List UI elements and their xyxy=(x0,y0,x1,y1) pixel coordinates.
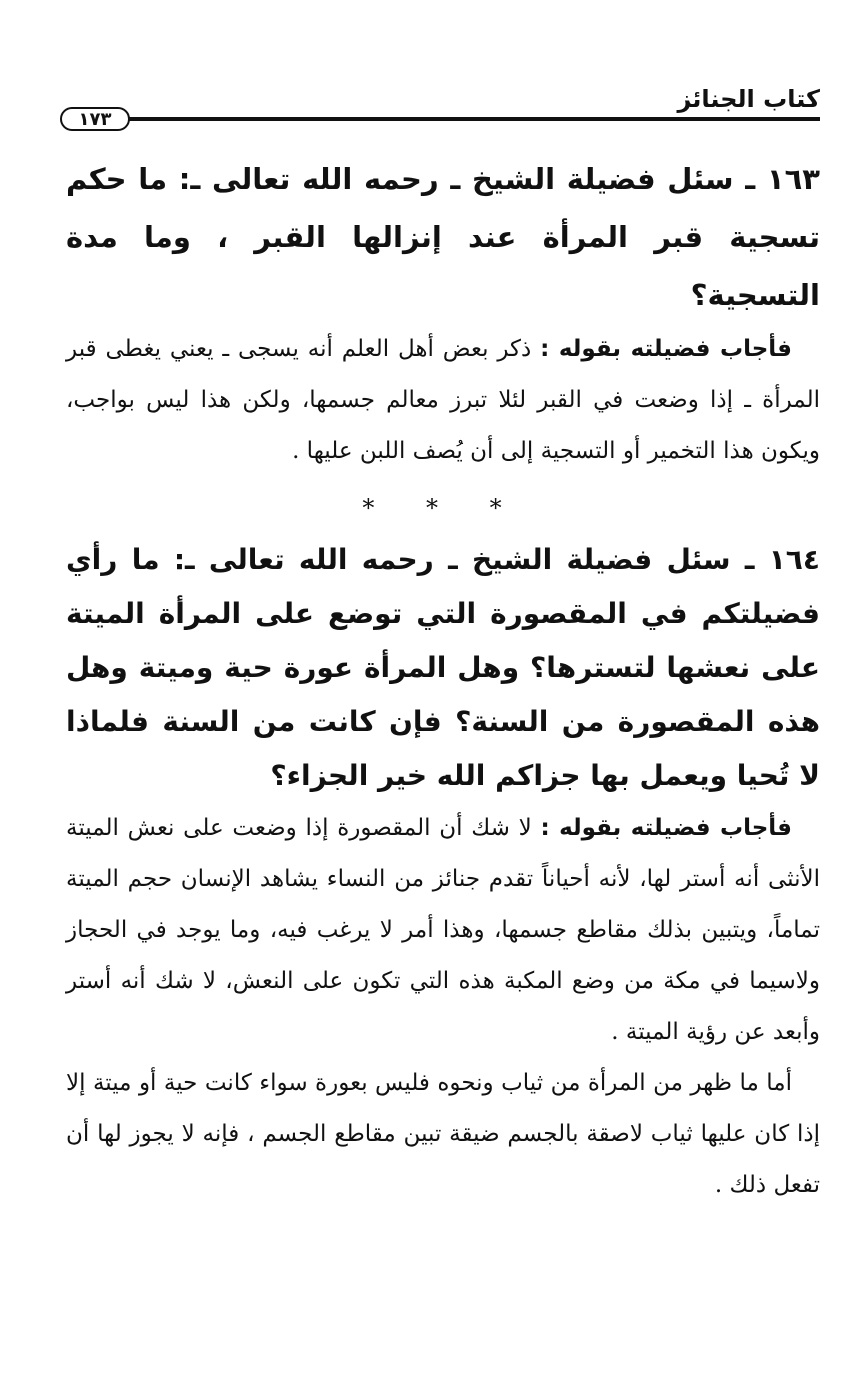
section-separator: * * * xyxy=(362,494,524,522)
answer-164-paragraph-2: أما ما ظهر من المرأة من ثياب ونحوه فليس بعورة سواء كانت حية أو ميتة إلا إذا كان عليها ثياب لاصقة بالجسم ضيقة تبين مقاطع الجسم ، فإنه لا يجوز لها أن تفعل ذلك . xyxy=(66,1070,820,1198)
question-164: ١٦٤ ـ سئل فضيلة الشيخ ـ رحمه الله تعالى ـ: ما رأي فضيلتكم في المقصورة التي توضع على المرأة الميتة على نعشها لتسترها؟ وهل المرأة عورة حية وميتة وهل هذه المقصورة من السنة؟ فإن كانت من السنة فلماذا لا تُحيا ويعمل بها جزاكم الله خير الجزاء؟ xyxy=(66,543,820,792)
answer-164 xyxy=(66,803,820,1058)
answer-163-lead: فأجاب فضيلته بقوله : xyxy=(540,336,792,362)
answer-163 xyxy=(66,324,820,477)
answer-163-body: ذكر بعض أهل العلم أنه يسجى ـ يعني يغطى قبر المرأة ـ إذا وضعت في القبر لئلا تبرز معالم جسمها، ولكن هذا ليس بواجب، ويكون هذا التخمير أو التسجية إلى أن يُصف اللبن عليها . xyxy=(66,336,820,464)
question-163: ١٦٣ ـ سئل فضيلة الشيخ ـ رحمه الله تعالى ـ: ما حكم تسجية قبر المرأة عند إنزالها القبر ، وما مدة التسجية؟ xyxy=(66,162,820,312)
answer-164-lead: فأجاب فضيلته بقوله : xyxy=(540,815,792,841)
page-body xyxy=(66,150,820,1211)
header-rule xyxy=(128,117,820,121)
running-title: كتاب الجنائز xyxy=(677,85,820,113)
answer-164-body: لا شك أن المقصورة إذا وضعت على نعش الميتة الأنثى أنه أستر لها، لأنه أحياناً تقدم جنائز من النساء يشاهد الإنسان حجم الميتة تماماً، ويتبين بذلك مقاطع جسمها، وهذا أمر لا يرغب فيه، وما يوجد في الحجاز ولاسيما في مكة من وضع المكبة هذه التي تكون على النعش، لا شك أنه أستر وأبعد عن رؤية الميتة . xyxy=(66,815,820,1045)
page-number: ١٧٣ xyxy=(60,107,130,131)
